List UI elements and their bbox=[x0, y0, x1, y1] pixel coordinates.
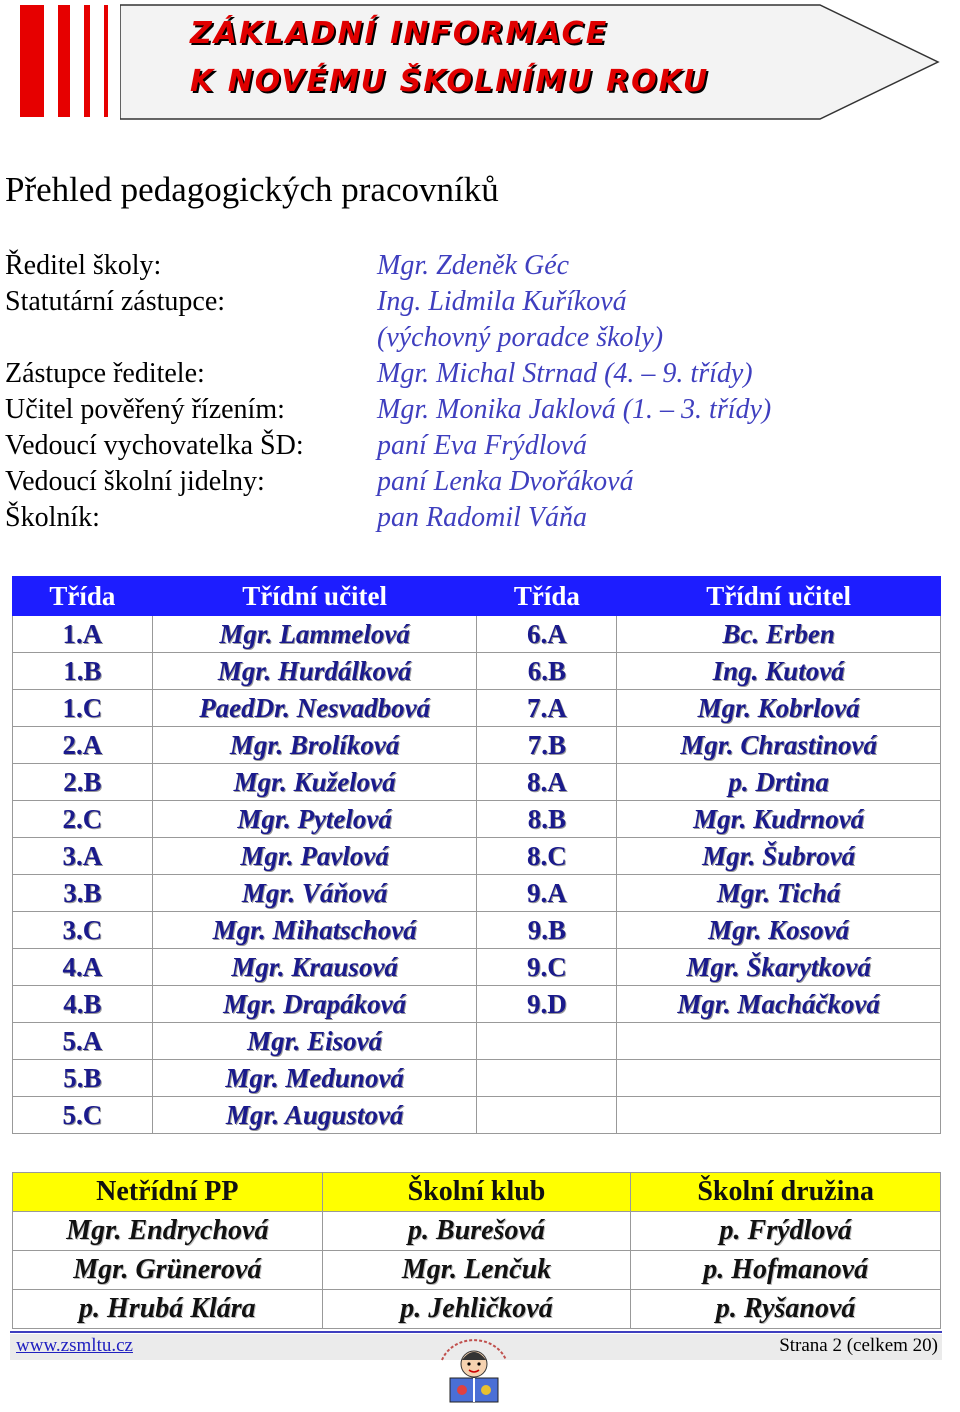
staff-label: Školník: bbox=[5, 502, 100, 533]
staff-value: (výchovný poradce školy) bbox=[377, 322, 664, 353]
class-cell: 3.A bbox=[13, 838, 153, 875]
staff-value: Mgr. Monika Jaklová (1. – 3. třídy) bbox=[377, 394, 772, 425]
page-number: Strana 2 (celkem 20) bbox=[779, 1335, 938, 1356]
table-row bbox=[13, 1290, 941, 1329]
staff-value: Mgr. Michal Strnad (4. – 9. třídy) bbox=[377, 358, 753, 389]
staff-cell: Mgr. Lenčuk bbox=[322, 1251, 631, 1290]
table-row bbox=[13, 986, 941, 1023]
class-cell: 3.B bbox=[13, 875, 153, 912]
class-cell: 5.A bbox=[13, 1023, 153, 1060]
class-cell: 8.C bbox=[477, 838, 617, 875]
staff-cell: Mgr. Endrychová bbox=[13, 1212, 323, 1251]
class-cell: 1.A bbox=[13, 616, 153, 653]
table-row bbox=[13, 690, 941, 727]
teacher-cell: Mgr. Medunová bbox=[152, 1060, 477, 1097]
staff-label: Vedoucí vychovatelka ŠD: bbox=[5, 430, 304, 461]
teacher-cell: Mgr. Váňová bbox=[152, 875, 477, 912]
teacher-cell: Mgr. Krausová bbox=[152, 949, 477, 986]
staff-value: Ing. Lidmila Kuříková bbox=[377, 286, 627, 317]
staff-label: Zástupce ředitele: bbox=[5, 358, 205, 389]
teacher-cell: PaedDr. Nesvadbová bbox=[152, 690, 477, 727]
class-cell: 9.C bbox=[477, 949, 617, 986]
page-title: Přehled pedagogických pracovníků bbox=[5, 170, 499, 209]
staff-cell: Mgr. Grünerová bbox=[13, 1251, 323, 1290]
teacher-cell: Mgr. Brolíková bbox=[152, 727, 477, 764]
class-cell: 3.C bbox=[13, 912, 153, 949]
teacher-cell: Ing. Kutová bbox=[617, 653, 941, 690]
staff-cell: p. Jehličková bbox=[322, 1290, 631, 1329]
class-teachers-table bbox=[12, 576, 941, 1134]
teacher-cell: Mgr. Hurdálková bbox=[152, 653, 477, 690]
header-teacher: Třídní učitel bbox=[617, 577, 941, 616]
teacher-cell: Mgr. Mihatschová bbox=[152, 912, 477, 949]
staff-cell: p. Burešová bbox=[322, 1212, 631, 1251]
table-row bbox=[13, 616, 941, 653]
staff-value: Mgr. Zdeněk Géc bbox=[377, 250, 570, 281]
teacher-cell: Mgr. Kudrnová bbox=[617, 801, 941, 838]
table-row bbox=[13, 1060, 941, 1097]
staff-label: Statutární zástupce: bbox=[5, 286, 226, 317]
staff-cell: p. Ryšanová bbox=[631, 1290, 941, 1329]
table-row bbox=[13, 1097, 941, 1134]
staff-label: Ředitel školy: bbox=[5, 250, 162, 281]
header-teacher: Třídní učitel bbox=[152, 577, 477, 616]
class-cell bbox=[477, 1097, 617, 1134]
class-cell: 7.B bbox=[477, 727, 617, 764]
extra-staff-table bbox=[12, 1172, 941, 1329]
teacher-cell: Mgr. Augustová bbox=[152, 1097, 477, 1134]
header-non-class-staff: Netřídní PP bbox=[13, 1173, 323, 1212]
class-cell: 8.A bbox=[477, 764, 617, 801]
teacher-cell: Mgr. Eisová bbox=[152, 1023, 477, 1060]
header-school-club: Školní klub bbox=[322, 1173, 631, 1212]
class-cell: 8.B bbox=[477, 801, 617, 838]
banner-stripe bbox=[104, 5, 108, 117]
banner-stripe bbox=[58, 5, 70, 117]
teacher-cell: Bc. Erben bbox=[617, 616, 941, 653]
teacher-cell bbox=[617, 1023, 941, 1060]
teacher-cell: Mgr. Kosová bbox=[617, 912, 941, 949]
table-row bbox=[13, 838, 941, 875]
table-row bbox=[13, 764, 941, 801]
staff-value: pan Radomil Váňa bbox=[377, 502, 587, 533]
staff-value: paní Eva Frýdlová bbox=[377, 430, 587, 461]
class-cell: 1.B bbox=[13, 653, 153, 690]
teacher-cell: Mgr. Macháčková bbox=[617, 986, 941, 1023]
table-row bbox=[13, 1023, 941, 1060]
class-cell: 7.A bbox=[477, 690, 617, 727]
school-logo-icon bbox=[428, 1334, 520, 1410]
staff-value: paní Lenka Dvořáková bbox=[377, 466, 634, 497]
banner-stripe bbox=[20, 5, 44, 117]
table-header-row bbox=[13, 1173, 941, 1212]
table-row bbox=[13, 875, 941, 912]
class-cell: 6.B bbox=[477, 653, 617, 690]
class-cell: 5.B bbox=[13, 1060, 153, 1097]
table-row bbox=[13, 727, 941, 764]
banner-title-line1: ZÁKLADNÍ INFORMACE bbox=[190, 16, 609, 51]
class-cell: 6.A bbox=[477, 616, 617, 653]
table-row bbox=[13, 1251, 941, 1290]
class-cell: 2.A bbox=[13, 727, 153, 764]
class-cell: 9.B bbox=[477, 912, 617, 949]
table-row bbox=[13, 1212, 941, 1251]
teacher-cell bbox=[617, 1097, 941, 1134]
class-cell: 9.A bbox=[477, 875, 617, 912]
header-after-school-care: Školní družina bbox=[631, 1173, 941, 1212]
table-header-row bbox=[13, 577, 941, 616]
teacher-cell: Mgr. Pytelová bbox=[152, 801, 477, 838]
teacher-cell: Mgr. Chrastinová bbox=[617, 727, 941, 764]
staff-cell: p. Hofmanová bbox=[631, 1251, 941, 1290]
class-cell: 4.B bbox=[13, 986, 153, 1023]
header-class: Třída bbox=[13, 577, 153, 616]
header-class: Třída bbox=[477, 577, 617, 616]
class-cell: 4.A bbox=[13, 949, 153, 986]
staff-label: Učitel pověřený řízením: bbox=[5, 394, 285, 425]
class-cell: 1.C bbox=[13, 690, 153, 727]
class-cell: 5.C bbox=[13, 1097, 153, 1134]
table-row bbox=[13, 949, 941, 986]
table-row bbox=[13, 801, 941, 838]
website-link[interactable]: www.zsmltu.cz bbox=[16, 1335, 133, 1356]
table-row bbox=[13, 912, 941, 949]
staff-cell: p. Hrubá Klára bbox=[13, 1290, 323, 1329]
staff-cell: p. Frýdlová bbox=[631, 1212, 941, 1251]
teacher-cell: p. Drtina bbox=[617, 764, 941, 801]
table-row bbox=[13, 653, 941, 690]
teacher-cell: Mgr. Lammelová bbox=[152, 616, 477, 653]
staff-label: Vedoucí školní jidelny: bbox=[5, 466, 265, 497]
class-cell: 9.D bbox=[477, 986, 617, 1023]
teacher-cell: Mgr. Drapáková bbox=[152, 986, 477, 1023]
class-cell bbox=[477, 1060, 617, 1097]
class-cell: 2.C bbox=[13, 801, 153, 838]
teacher-cell bbox=[617, 1060, 941, 1097]
teacher-cell: Mgr. Pavlová bbox=[152, 838, 477, 875]
banner-title-line2: K NOVÉMU ŠKOLNÍMU ROKU bbox=[190, 64, 710, 99]
banner-stripe bbox=[84, 5, 90, 117]
class-cell bbox=[477, 1023, 617, 1060]
teacher-cell: Mgr. Kuželová bbox=[152, 764, 477, 801]
teacher-cell: Mgr. Škarytková bbox=[617, 949, 941, 986]
teacher-cell: Mgr. Tichá bbox=[617, 875, 941, 912]
class-cell: 2.B bbox=[13, 764, 153, 801]
footer-divider bbox=[10, 1331, 942, 1333]
teacher-cell: Mgr. Šubrová bbox=[617, 838, 941, 875]
teacher-cell: Mgr. Kobrlová bbox=[617, 690, 941, 727]
